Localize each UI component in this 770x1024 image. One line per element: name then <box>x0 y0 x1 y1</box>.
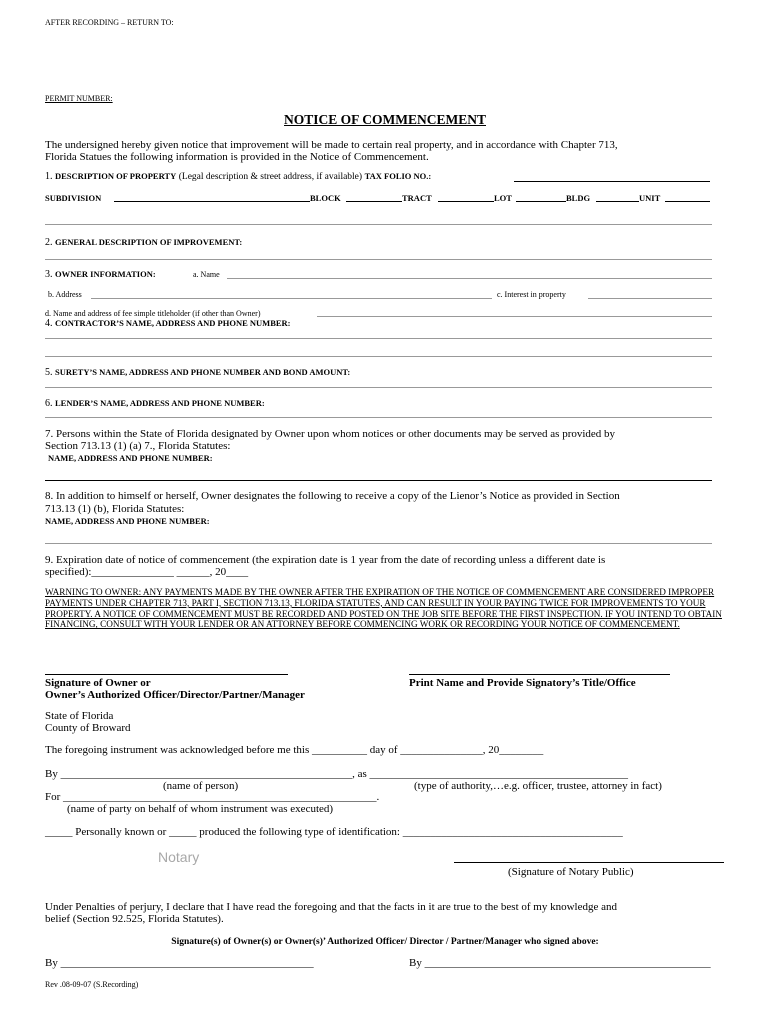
after-recording-label: AFTER RECORDING – RETURN TO: <box>45 18 174 27</box>
unit-label: UNIT <box>639 193 661 203</box>
print-name-label: Print Name and Provide Signatory’s Title/Office <box>409 677 636 689</box>
tax-folio-label: TAX FOLIO NO.: <box>364 171 432 181</box>
tax-folio-field[interactable] <box>514 181 710 182</box>
section-4-label: CONTRACTOR’S NAME, ADDRESS AND PHONE NUMBER: <box>55 318 291 328</box>
section-3-heading <box>45 269 156 280</box>
notary-signature-label: (Signature of Notary Public) <box>508 866 634 878</box>
owner-name-label: a. Name <box>193 270 220 279</box>
section-5-heading <box>45 367 350 378</box>
owner-name-field[interactable] <box>227 278 712 279</box>
section-7-line[interactable] <box>45 480 712 481</box>
by-line[interactable]: By _____________________________________________________, as _______________________________________________ <box>45 768 628 780</box>
lender-line[interactable] <box>45 417 712 418</box>
signers-caption: Signature(s) of Owner(s) or Owner(s)’ Authorized Officer/ Director / Partner/Manager who signed above: <box>171 937 599 947</box>
block-field[interactable] <box>346 201 402 202</box>
permit-number-label: PERMIT NUMBER: <box>45 94 113 103</box>
section-8-label: NAME, ADDRESS AND PHONE NUMBER: <box>45 516 210 526</box>
perjury-line-1: Under Penalties of perjury, I declare that I have read the foregoing and that the facts in it are true to the best of my knowledge and <box>45 901 617 913</box>
intro-line-2: Florida Statues the following information is provided in the Notice of Commencement. <box>45 151 429 163</box>
page-title: NOTICE OF COMMENCEMENT <box>284 112 486 127</box>
section-3-label: OWNER INFORMATION: <box>55 269 156 279</box>
section-1-number: 1. <box>45 171 53 182</box>
section-1-label: DESCRIPTION OF PROPERTY <box>55 171 177 181</box>
section-7-line-1: 7. Persons within the State of Florida designated by Owner upon whom notices or other documents may be served as provided by <box>45 428 616 440</box>
unit-field[interactable] <box>665 201 710 202</box>
intro-line-1: The undersigned hereby given notice that improvement will be made to certain real property, and in accordance with Chapter 713, <box>45 139 618 151</box>
party-caption: (name of party on behalf of whom instrument was executed) <box>67 803 334 815</box>
revision-footer: Rev .08-09-07 (S.Recording) <box>45 980 139 989</box>
perjury-line-2: belief (Section 92.525, Florida Statutes). <box>45 913 224 925</box>
block-label: BLOCK <box>310 193 341 203</box>
section-9-line-2[interactable]: specified):_______________ ______, 20____ <box>45 566 249 578</box>
print-name-line[interactable] <box>409 674 670 675</box>
section-8-line[interactable] <box>45 543 712 544</box>
section-3-number: 3. <box>45 269 53 280</box>
tract-label: TRACT <box>402 193 432 203</box>
contractor-line-2[interactable] <box>45 356 712 357</box>
owner-address-field[interactable] <box>91 298 492 299</box>
notary-watermark: Notary <box>158 849 200 865</box>
property-description-line[interactable] <box>45 224 712 225</box>
by-left-signature[interactable]: By ______________________________________________ <box>45 957 314 969</box>
section-2-label: GENERAL DESCRIPTION OF IMPROVEMENT: <box>55 237 243 247</box>
contractor-line-1[interactable] <box>45 338 712 339</box>
by-right-signature[interactable]: By ____________________________________________________ <box>409 957 711 969</box>
county-label: County of Broward <box>45 722 131 734</box>
tract-field[interactable] <box>438 201 494 202</box>
warning-to-owner: WARNING TO OWNER: ANY PAYMENTS MADE BY THE OWNER AFTER THE EXPIRATION OF THE NOTICE OF COMMENCEMENT ARE CONSIDERED IMPROPER PAYMENTS UNDER CHAPTER 713, PART I, SECTION 713.13, FLORIDA STATUTES, AND CAN RESULT IN YOUR PAYING TWICE FOR IMPROVEMENTS TO YOUR PROPERTY. A NOTICE OF COMMENCEMENT MUST BE RECORDED AND POSTED ON THE JOB SITE BEFORE THE FIRST INSPECTION. IF YOU INTEND TO OBTAIN FINANCING, CONSULT WITH YOUR LENDER OR AN ATTORNEY BEFORE COMMENCING WORK OR RECORDING YOUR NOTICE OF COMMENCEMENT. <box>45 587 722 630</box>
interest-label: c. Interest in property <box>497 290 566 299</box>
section-9-line-1: 9. Expiration date of notice of commencement (the expiration date is 1 year from the date of recording unless a different date is <box>45 554 606 566</box>
interest-field[interactable] <box>588 298 712 299</box>
section-2-heading <box>45 237 242 248</box>
bldg-field[interactable] <box>596 201 639 202</box>
acknowledgement-line[interactable]: The foregoing instrument was acknowledged before me this __________ day of _______________, 20________ <box>45 744 544 756</box>
section-6-heading <box>45 398 265 409</box>
type-of-authority-caption: (type of authority,…e.g. officer, trustee, attorney in fact) <box>414 780 662 792</box>
section-5-number: 5. <box>45 367 53 378</box>
subdivision-label: SUBDIVISION <box>45 193 102 203</box>
owner-signature-label-2: Owner’s Authorized Officer/Director/Partner/Manager <box>45 689 305 701</box>
name-of-person-caption: (name of person) <box>163 780 239 792</box>
section-1-heading <box>45 171 431 182</box>
section-4-heading <box>45 318 291 329</box>
section-8-line-2: 713.13 (1) (b), Florida Statutes: <box>45 503 185 515</box>
section-4-number: 4. <box>45 318 53 329</box>
section-1-paren: (Legal description & street address, if available) <box>178 172 363 182</box>
owner-address-label: b. Address <box>48 290 82 299</box>
section-8-line-1: 8. In addition to himself or herself, Owner designates the following to receive a copy of the Lienor’s Notice as provided in Section <box>45 490 620 502</box>
improvement-description-line[interactable] <box>45 259 712 260</box>
section-2-number: 2. <box>45 237 53 248</box>
state-label: State of Florida <box>45 710 114 722</box>
subdivision-field[interactable] <box>114 201 310 202</box>
fee-simple-field[interactable] <box>317 316 712 317</box>
owner-signature-line[interactable] <box>45 674 288 675</box>
notary-signature-line[interactable] <box>454 862 724 863</box>
fee-simple-label: d. Name and address of fee simple titleholder (if other than Owner) <box>45 309 261 318</box>
bldg-label: BLDG <box>566 193 591 203</box>
lot-label: LOT <box>494 193 512 203</box>
surety-line[interactable] <box>45 387 712 388</box>
section-5-label: SURETY’S NAME, ADDRESS AND PHONE NUMBER AND BOND AMOUNT: <box>55 367 351 377</box>
section-6-label: LENDER’S NAME, ADDRESS AND PHONE NUMBER: <box>55 398 265 408</box>
section-7-line-2: Section 713.13 (1) (a) 7., Florida Statutes: <box>45 440 231 452</box>
lot-field[interactable] <box>516 201 566 202</box>
identification-line[interactable]: _____ Personally known or _____ produced the following type of identification: ________________________________________ <box>45 826 623 838</box>
for-line[interactable]: For _________________________________________________________. <box>45 791 380 803</box>
section-7-label: NAME, ADDRESS AND PHONE NUMBER: <box>48 453 213 463</box>
section-6-number: 6. <box>45 398 53 409</box>
owner-signature-label-1: Signature of Owner or <box>45 677 151 689</box>
